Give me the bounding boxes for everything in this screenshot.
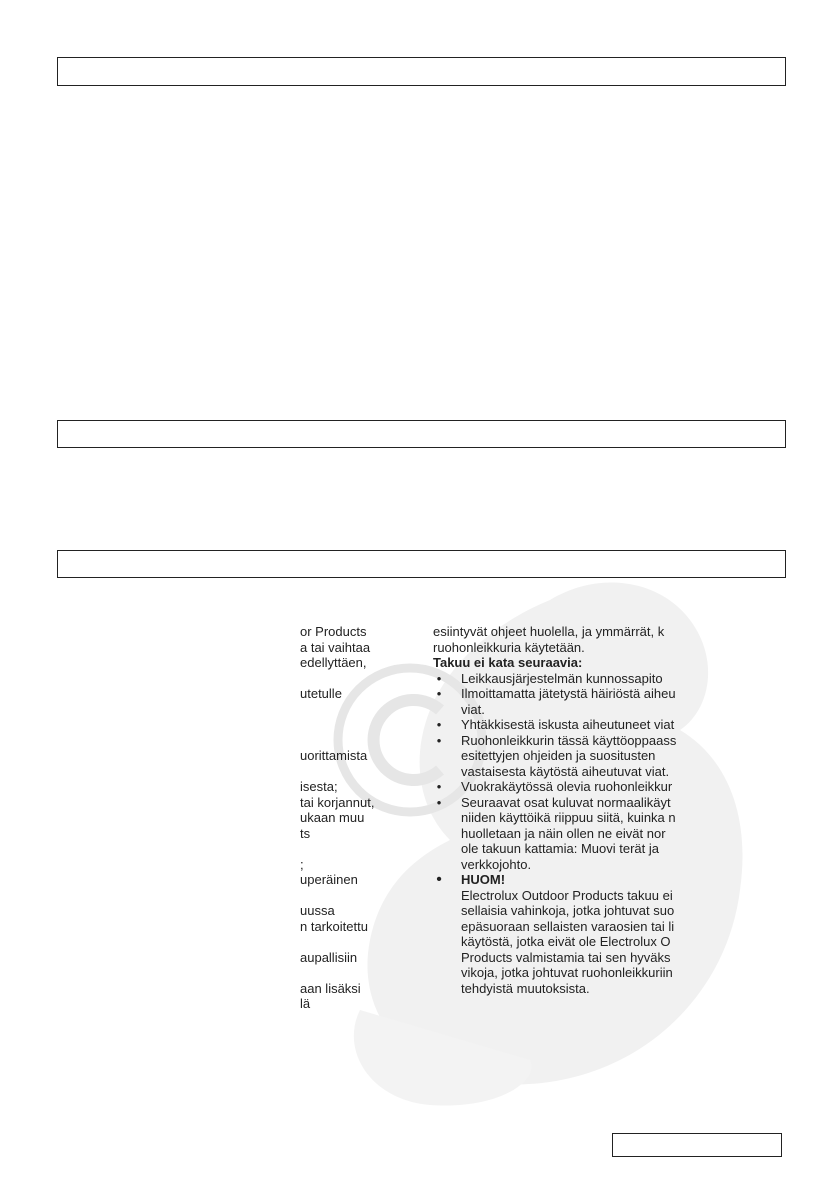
left-column-line <box>300 888 425 904</box>
note-line: käytöstä, jotka eivät ole Electrolux O <box>461 934 671 949</box>
bullet-icon: • <box>436 686 442 701</box>
note-text <box>461 888 733 997</box>
exclusion-item-line: Vuokrakäytössä olevia ruohonleikkur <box>461 779 673 794</box>
left-column-line: utetulle <box>300 686 342 701</box>
note-line: Electrolux Outdoor Products takuu ei <box>461 887 673 903</box>
note-line: epäsuoraan sellaisten varaosien tai li <box>461 918 675 934</box>
left-column-line: uussa <box>300 903 335 918</box>
left-column-line: lä <box>300 996 311 1011</box>
left-column-line <box>300 841 425 857</box>
bullet-icon: • <box>436 871 442 888</box>
note-item <box>433 872 733 996</box>
left-column-line: ukaan muu <box>300 810 365 825</box>
bullet-icon: • <box>436 717 442 732</box>
exclusion-item-line: Ilmoittamatta jätetystä häiriöstä aiheu <box>461 686 676 701</box>
page-number-box <box>612 1133 782 1157</box>
exclusion-item-line: niiden käyttöikä riippuu siitä, kuinka n <box>461 810 676 825</box>
exclusion-item <box>433 733 733 780</box>
left-column-line: tai korjannut, <box>300 794 375 810</box>
exclusion-item-line: Leikkausjärjestelmän kunnossapito <box>461 670 663 686</box>
note-line: Products valmistamia tai sen hyväks <box>461 949 671 965</box>
exclusion-item <box>433 671 733 687</box>
exclusion-item-line: Seuraavat osat kuluvat normaalikäyt <box>461 794 671 810</box>
left-column-line: ; <box>300 856 304 872</box>
warranty-exclusions-heading: Takuu ei kata seuraavia: <box>433 655 583 670</box>
left-column-line: uorittamista <box>300 748 368 763</box>
right-column-text <box>433 624 733 996</box>
note-title: HUOM! <box>461 872 506 887</box>
left-column-line <box>300 965 425 981</box>
bullet-icon: • <box>436 670 442 686</box>
bullet-icon: • <box>436 732 442 748</box>
exclusion-item-line: vastaisesta käytöstä aiheutuvat viat. <box>461 763 670 779</box>
left-column-line: uperäinen <box>300 872 358 887</box>
exclusion-item <box>433 717 733 733</box>
exclusion-item-line: huolletaan ja näin ollen ne eivät nor <box>461 825 666 841</box>
exclusion-item-line: viat. <box>461 701 485 717</box>
exclusion-item <box>433 795 733 873</box>
exclusion-item-line: ole takuun kattamia: Muovi terät ja <box>461 841 659 856</box>
note-line: sellaisia vahinkoja, jotka johtuvat suo <box>461 903 675 918</box>
note-line: tehdyistä muutoksista. <box>461 980 590 996</box>
section-header-box-1 <box>57 57 786 86</box>
note-line: vikoja, jotka johtuvat ruohonleikkuriin <box>461 965 673 980</box>
section-header-box-2 <box>57 420 786 448</box>
exclusion-item-line: Ruohonleikkurin tässä käyttöoppaass <box>461 732 677 748</box>
exclusions-list <box>433 671 733 873</box>
bullet-icon: • <box>436 779 442 794</box>
exclusion-item-line: Yhtäkkisestä iskusta aiheutuneet viat <box>461 717 675 732</box>
left-column-line <box>300 934 425 950</box>
exclusion-item <box>433 686 733 717</box>
left-column-line <box>300 671 425 687</box>
left-column-line: aupallisiin <box>300 949 358 965</box>
left-column-line <box>300 764 425 780</box>
left-column-line: isesta; <box>300 779 338 794</box>
left-column-line: a tai vaihtaa <box>300 639 371 655</box>
exclusion-item <box>433 779 733 795</box>
left-column-line <box>300 717 425 733</box>
left-column-line: ts <box>300 825 311 841</box>
intro-line-1: esiintyvät ohjeet huolella, ja ymmärrät, k <box>433 624 665 639</box>
left-column-line: aan lisäksi <box>300 980 361 996</box>
left-column-text <box>300 624 425 1012</box>
left-column-line <box>300 733 425 749</box>
left-column-line: edellyttäen, <box>300 655 367 670</box>
bullet-icon: • <box>436 794 442 810</box>
left-column-line: n tarkoitettu <box>300 918 368 934</box>
exclusion-item-line: verkkojohto. <box>461 856 532 872</box>
intro-line-2: ruohonleikkuria käytetään. <box>433 639 585 655</box>
left-column-line: or Products <box>300 624 367 639</box>
exclusion-item-line: esitettyjen ohjeiden ja suositusten <box>461 748 656 763</box>
left-column-line <box>300 702 425 718</box>
